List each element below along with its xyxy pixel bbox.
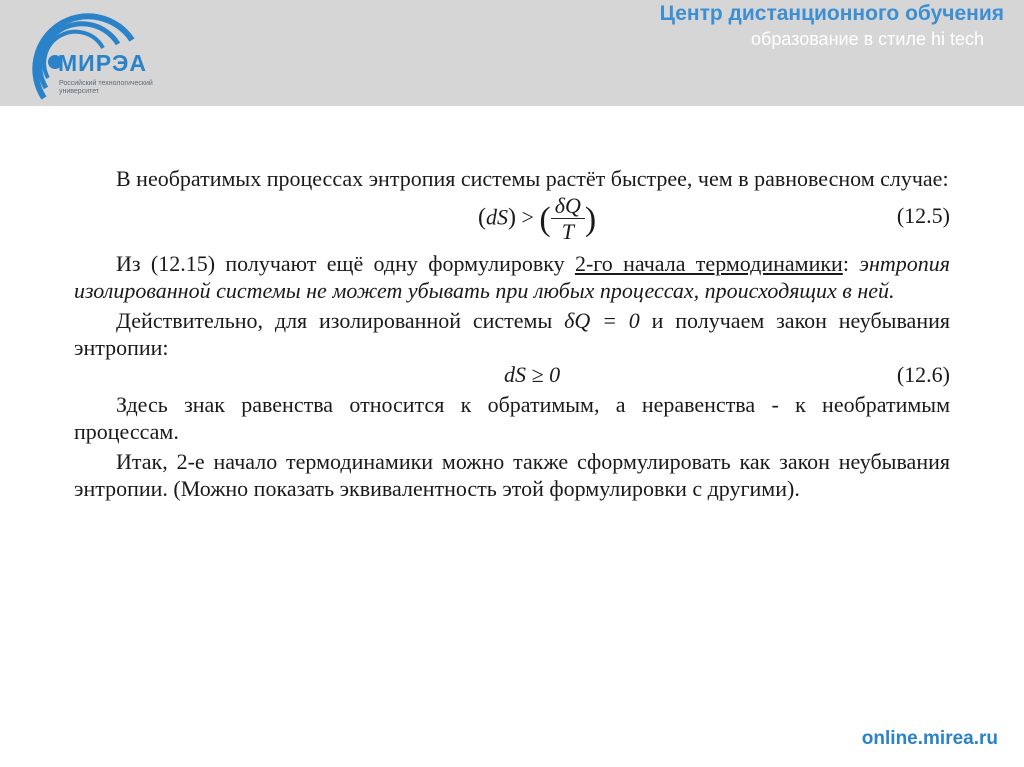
equation-12-5	[74, 192, 950, 248]
paragraph-1: В необратимых процессах энтропия системы растёт быстрее, чем в равновесном случае:	[116, 166, 949, 191]
website-link[interactable]: online.mirea.ru	[861, 728, 998, 749]
second-law-statement: энтропия изолированной системы не может убывать при любых процессах, происходящих в ней.	[74, 251, 950, 303]
paragraph-4: Здесь знак равенства относится к обратимым, а неравенства - к необратимым процессам.	[74, 392, 950, 444]
center-subtitle: образование в стиле hi tech	[751, 29, 984, 49]
logo-subtitle: Российский технологический университет	[59, 80, 153, 95]
university-logo	[0, 0, 180, 110]
paragraph-3: Действительно, для изолированной системы δQ = 0 и получаем закон неубывания энтропии:	[74, 308, 950, 360]
equation-number: (12.5)	[896, 203, 950, 228]
equation-12-6	[74, 361, 950, 391]
entropy-inequality-formula: (dS) > ( $\frac{\delta Q}{T}$ )	[478, 193, 597, 244]
heat-zero-formula: δQ = 0	[564, 308, 640, 333]
equation-number: (12.6)	[896, 362, 950, 387]
entropy-nondecrease-formula: dS ≥ 0	[504, 362, 561, 387]
slide-content	[74, 165, 950, 502]
center-title: Центр дистанционного обучения	[659, 2, 1004, 25]
second-law-term: 2-го начала термодинамики	[574, 251, 843, 276]
logo-text: МИРЭА	[58, 50, 148, 76]
paragraph-5: Итак, 2-е начало термодинамики можно также сформулировать как закон неубывания энтропии. (Можно показать эквивалентность этой формулировки с другими).	[74, 449, 950, 501]
paragraph-2: Из (12.15) получают ещё одну формулировку 2-го начала термодинамики: энтропия изолированной системы не может убывать при любых процессах, происходящих в ней.	[74, 251, 950, 303]
